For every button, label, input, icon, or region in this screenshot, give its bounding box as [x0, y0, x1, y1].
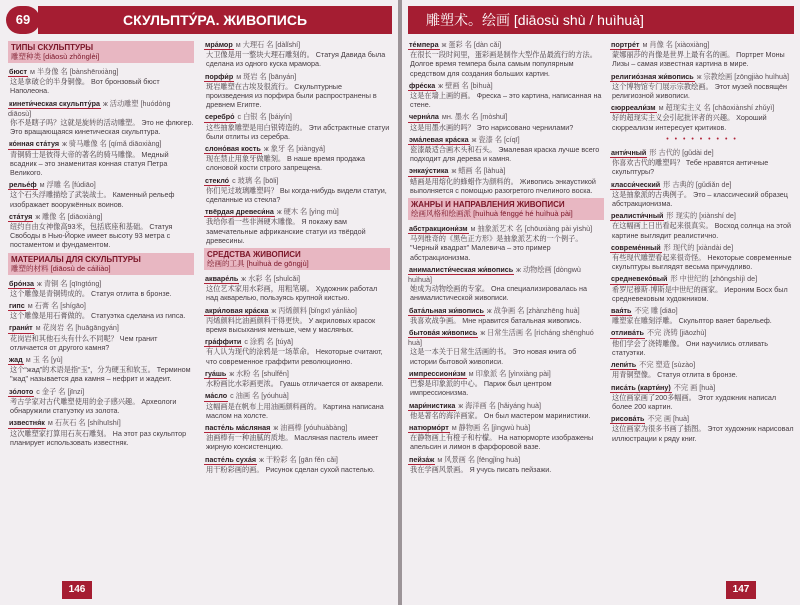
entry-grammar: 形 中世纪的 [zhōngshìjì de]	[670, 274, 758, 284]
entry-example: 雕塑家在雕刻浮雕。 Скульптор ваяет барельеф.	[612, 316, 772, 326]
entry-grammar: м 静物画 名 [jìngwù huà]	[451, 422, 531, 432]
entry-grammar: м 超现实主义 名 [chāoxiànshí zhǔyì]	[658, 103, 775, 113]
entry-example: 这幅画是在帆布上用油画颜料画的。 Картина написана маслом на холсте.	[206, 401, 384, 420]
entry-example: 我给你看一些非洲硬木雕像。 Я покажу вам замечательные африканские статуи из твёрдой древесины.	[206, 217, 366, 245]
dictionary-entry	[204, 455, 390, 474]
section-header	[204, 248, 390, 270]
entry-headword: гуа́шь	[205, 368, 227, 378]
entry-grammar: ж 水彩 名 [shuǐcǎi]	[241, 274, 301, 284]
entry-headword: совреме́нный	[611, 242, 661, 252]
entry-headword: черни́ла	[409, 112, 439, 122]
entry-headword: зо́лото	[9, 386, 34, 396]
entry-example: 这个雕像是用石膏做的。 Статуэтка сделана из гипса.	[10, 311, 186, 321]
entry-headword: гипс	[9, 301, 25, 311]
entry-headword: бюст	[9, 67, 28, 76]
entry-headword: ста́туя	[9, 211, 33, 221]
entry-grammar: 形 现代的 [xiàndài de]	[663, 242, 734, 252]
entry-headword: стекло́	[205, 175, 230, 185]
dictionary-entry	[8, 387, 194, 416]
entry-grammar: с 玻璃 名 [bōli]	[232, 175, 279, 185]
section-title: ТИПЫ СКУЛЬПТУРЫ	[11, 43, 94, 52]
dictionary-entry	[610, 180, 794, 209]
entry-grammar: ж 骑马雕像 名 [qímǎ diāoxiàng]	[62, 139, 162, 149]
left-page	[0, 0, 399, 605]
dictionary-entry	[8, 180, 194, 209]
entry-grammar: 不完 塑造 [sùzào]	[639, 360, 696, 370]
entry-example: 希罗尼穆斯·博斯是中世纪的画家。 Иероним Босх был средневековым художником.	[612, 284, 788, 303]
dictionary-entry	[204, 40, 390, 69]
dictionary-entry	[204, 144, 390, 173]
entry-example: 蜡画是用熔化的蜂蜡作为颜料的。 Живопись энкаустикой выполняется с помощью разогретого пчелиного воска.	[410, 176, 596, 195]
entry-grammar: м 印象派 名 [yìnxiàng pài]	[468, 368, 551, 378]
entry-grammar: м 浮雕 名 [fúdiāo]	[39, 180, 96, 190]
dictionary-entry	[408, 81, 604, 110]
dictionary-entry	[204, 72, 390, 110]
entry-example: 这位画家画了200多幅画。 Этот художник написал более 200 картин.	[612, 392, 777, 411]
entry-example: 这个博物馆专门展示宗教绘画。 Этот музей посвящён религиозной живописи.	[612, 81, 787, 101]
section-header	[408, 198, 604, 220]
entry-grammar: м 风景画 名 [fēngjǐng huà]	[437, 454, 521, 464]
dictionary-entry	[408, 423, 604, 452]
entry-example: 在很长一段时间里，蛋彩画是制作大型作品最流行的方法。 Долгое время темпера была самым популярным средством для создания больших картин.	[410, 50, 597, 78]
entry-example: 油画棒有一种油腻的质地。 Масляная пастель имеет жирную консистенцию.	[206, 433, 379, 452]
dictionary-entry	[204, 306, 390, 335]
dictionary-entry	[610, 243, 794, 272]
entry-grammar: ж 动物绘画 [dòngwù huìhuà]	[408, 264, 581, 285]
entry-headword: ко́нная ста́туя	[9, 139, 60, 149]
entry-headword: импрессиони́зм	[409, 368, 466, 378]
entry-grammar: ж 硬木 名 [yìng mù]	[276, 207, 339, 217]
section-subtitle: 绘画的工具 [huìhuà de gōngjù]	[207, 259, 309, 269]
entry-headword: мра́мор	[205, 40, 233, 49]
entry-headword: релье́ф	[9, 180, 37, 190]
left-page-number: 146	[62, 581, 92, 599]
entry-grammar: 形 古代的 [gǔdài de]	[649, 148, 714, 158]
entry-grammar: ж 海洋画 名 [hǎiyáng huà]	[458, 400, 542, 410]
dictionary-entry	[408, 40, 604, 78]
entry-headword: слоно́вая кость	[205, 144, 261, 154]
entry-grammar: м 抽象派艺术 名 [chōuxiàng pài yìshù]	[470, 224, 593, 234]
entry-headword: анималисти́ческая жи́вопись	[409, 264, 514, 274]
entry-example: 大卫像是用一整块大理石雕刻的。 Статуя Давида была сделана из одного куска мрамора.	[206, 50, 386, 69]
entry-grammar: м 花岗岩 名 [huāgāngyán]	[35, 323, 119, 333]
entry-example: 他们学会了浇铸雕像。 Они научились отливать статуэтки.	[612, 338, 769, 357]
entry-example: 水粉画比水彩画更浓。 Гуашь отличается от акварели.	[206, 379, 384, 389]
entry-grammar: ж 蛋彩 名 [dàn cǎi]	[441, 40, 502, 49]
entry-headword: серебро́	[205, 112, 235, 122]
entry-headword: акри́ловая кра́ска	[205, 305, 269, 315]
right-page	[402, 0, 800, 605]
entry-example: 这是抽象派的古典例子。 Это – классический образец абстракционизма.	[612, 189, 788, 209]
entry-example: 这是拿破仑的半身铜像。 Вот бронзовый бюст Наполеона.	[10, 77, 160, 96]
entry-grammar: с 油画 名 [yóuhuà]	[230, 391, 289, 401]
entry-example: 纽约自由女神像高93米，包括底座和基础。 Статуя Свободы в Нью-Йорке имеет высоту 93 метра с постаментом и фундаментом.	[10, 222, 173, 250]
entry-example: 你不是瞎子吗？这就是旋转的活动雕塑。 Это не флюгер. Это вращающаяся кинетическая скульптура.	[10, 118, 194, 137]
entry-headword: кинети́ческая скульпту́ра	[9, 98, 100, 108]
entry-example: 这是用墨水画的吗？ Это нарисовано чернилами?	[410, 122, 574, 132]
dictionary-entry	[610, 360, 794, 379]
entry-headword: средневеко́вый	[611, 274, 668, 284]
entry-grammar: м 斑岩 名 [bānyán]	[236, 71, 297, 81]
section-title: ЖАНРЫ И НАПРАВЛЕНИЯ ЖИВОПИСИ	[411, 200, 565, 210]
section-header	[8, 41, 194, 63]
entry-example: 我喜欢战争画。 Мне нравится батальная живопись.	[410, 315, 582, 325]
entry-grammar: с 白银 名 [báiyín]	[237, 112, 292, 122]
dictionary-entry	[610, 274, 794, 303]
entry-headword: те́мпера	[409, 40, 439, 49]
entry-example: 这是一本关于日常生活画的书。 Это новая книга об истории бытовой живописи.	[410, 347, 577, 366]
dictionary-entry	[204, 112, 390, 141]
entry-example: 现在禁止用象牙做雕刻。 В наше время продажа слоновой кости строго запрещена.	[206, 154, 365, 173]
section-subtitle: 绘画风格和绘画派 [huìhuà fēnggé hé huìhuà pài]	[411, 209, 573, 219]
entry-example: 这些抽象雕塑是用白银铸造的。 Эти абстрактные статуи были отлиты из серебра.	[206, 122, 390, 141]
entry-grammar: ж 丙烯颜料 [bǐngxī yánliào]	[271, 305, 357, 315]
entry-headword: порфи́р	[205, 71, 234, 81]
entry-headword: твёрдая древеси́на	[205, 207, 274, 217]
dictionary-entry	[204, 391, 390, 420]
entry-example: 你喜欢古代的雕塑吗？ Тебе нравятся античные скульптуры?	[612, 158, 769, 177]
dictionary-entry	[610, 148, 794, 177]
entry-headword: энкау́стика	[409, 166, 449, 176]
entry-example: 好的超现实主义会引起批评者的兴趣。 Хороший сюрреализм интересует критиков.	[612, 113, 767, 132]
dictionary-entry	[8, 323, 194, 352]
entry-grammar: ж 油画棒 [yóuhuàbàng]	[273, 422, 348, 432]
entry-grammar: ж 蜡画 名 [làhuà]	[451, 166, 506, 176]
dictionary-entry	[408, 166, 604, 195]
dictionary-entry	[610, 414, 794, 443]
entry-example: 这位画家为很多书画了插图。 Этот художник нарисовал иллюстрации к ряду книг.	[612, 424, 794, 443]
left-page-title: СКУЛЬПТУ́РА. ЖИВОПИСЬ	[38, 6, 392, 34]
entry-headword: отлива́ть	[611, 328, 644, 338]
dictionary-entry	[204, 176, 390, 205]
entry-example: 马列维奇的《黑色正方形》是抽象派艺术的一个例子。 "Черный квадрат" Малевича – это пример абстракционизма.	[410, 234, 583, 262]
entry-headword: известня́к	[9, 418, 45, 428]
entry-grammar: 不完 画 [huà]	[647, 414, 690, 424]
dictionary-entry	[408, 306, 604, 325]
entry-grammar: ж 壁画 名 [bìhuà]	[438, 80, 493, 90]
entry-grammar: ж 雕像 名 [diāoxiàng]	[35, 211, 103, 221]
entry-grammar: м 石膏 名 [shígāo]	[27, 301, 86, 311]
dictionary-entry	[610, 72, 794, 101]
section-subtitle: 雕塑种类 [diāosù zhǒnglèi]	[11, 52, 100, 61]
entry-example: 考古学家对古代雕塑使用的金子感兴趣。 Археологи обнаружили статуэтку из золота.	[10, 396, 177, 416]
entry-example: 青铜骑士是彼得大帝的著名的骑马雕像。 Медный всадник – это знаменитая конная статуя Петра Великого.	[10, 149, 169, 178]
dictionary-entry	[8, 67, 194, 96]
dictionary-entry	[408, 401, 604, 420]
entry-headword: бата́льная жи́вопись	[409, 305, 484, 315]
entry-headword: грани́т	[9, 323, 33, 333]
entry-headword: портре́т	[611, 40, 640, 49]
dictionary-entry	[8, 99, 194, 137]
dictionary-entry	[204, 337, 390, 366]
right-page-number: 147	[726, 581, 756, 599]
entry-headword: религио́зная жи́вопись	[611, 71, 694, 81]
dictionary-entry	[610, 328, 794, 357]
entry-grammar: м 大理石 名 [dàlǐshí]	[235, 40, 301, 49]
entry-headword: бро́нза	[9, 278, 35, 288]
entry-example: 花岗岩和其他石头有什么不同呢？ Чем гранит отличается от другого камня?	[10, 333, 158, 352]
entry-grammar: м 玉 名 [yù]	[25, 355, 63, 365]
entry-example: 用青铜塑像。 Статуя отлита в бронзе.	[612, 370, 738, 380]
dictionary-entry	[610, 383, 794, 412]
dictionary-entry	[8, 212, 194, 250]
entry-grammar: ж 象牙 名 [xiàngyá]	[263, 144, 325, 154]
entry-headword: жад	[9, 355, 23, 365]
entry-example: 她成为动物绘画的专家。 Она специализировалась на анималистической живописи.	[410, 284, 587, 303]
entry-headword: гра́ффити	[205, 337, 242, 347]
section-title: СРЕДСТВА ЖИВОПИСИ	[207, 250, 301, 260]
entry-example: 我在学画风景画。 Я учусь писать пейзажи.	[410, 464, 552, 474]
entry-example: 他是著名的海洋画家。 Он был мастером маринистики.	[410, 410, 591, 420]
entry-headword: бытова́я жи́вопись	[409, 328, 478, 338]
dictionary-entry	[8, 279, 194, 298]
entry-headword: фре́ска	[409, 80, 436, 90]
entry-example: 蒙娜丽莎的肖像是世界上最有名的画。 Портрет Моны Лизы – самая известная картина в мире.	[612, 50, 785, 69]
entry-grammar: 不完 画 [huà]	[673, 382, 716, 392]
entry-grammar: ж 战争画 名 [zhànzhēng huà]	[486, 305, 580, 315]
dictionary-entry	[8, 418, 194, 447]
entry-grammar: ж 青铜 名 [qīngtóng]	[37, 278, 102, 288]
entry-headword: пасте́ль ма́сляная	[205, 422, 271, 432]
dictionary-entry	[408, 135, 604, 164]
entry-example: 在这幅画上日出看起来很真实。 Восход солнца на этой картине выглядит реалистично.	[612, 221, 792, 240]
entry-grammar: м 肖像 名 [xiàoxiàng]	[642, 40, 710, 49]
entry-headword: реалисти́чный	[611, 211, 664, 221]
entry-example: 这个“жад”的术语是指“玉”，分为硬玉和软玉。 Термином "жад" называется два камня – нефрит и жадеит.	[10, 365, 191, 384]
entry-grammar: 形 现实的 [xiànshí de]	[666, 211, 736, 221]
dictionary-entry	[610, 306, 794, 325]
entry-example: 这次雕塑家打算用石灰石雕刻。 На этот раз скульптор планирует использовать известняк.	[10, 428, 187, 447]
entry-grammar: ж 日常生活画 名 [rìcháng shēnghuó huà]	[408, 328, 594, 348]
dictionary-entry	[408, 224, 604, 262]
dictionary-entry	[408, 265, 604, 303]
entry-grammar: 形 古典的 [gǔdiǎn de]	[663, 179, 732, 189]
dictionary-entry	[8, 301, 194, 320]
entry-headword: вая́ть	[611, 306, 632, 316]
entry-headword: рисова́ть	[611, 414, 645, 424]
dictionary-entry	[610, 40, 794, 69]
dictionary-entry	[204, 274, 390, 303]
entry-grammar: м 石灰石 名 [shíhuīshí]	[47, 418, 121, 428]
entry-grammar: ж 干粉彩 名 [gān fěn cǎi]	[259, 454, 338, 464]
dictionary-entry	[408, 112, 604, 131]
entry-example: 在静物画上有橙子和柠檬。 На натюрморте изображены апельсин и лимон в фарфоровой вазе.	[410, 433, 594, 452]
dictionary-entry	[204, 369, 390, 388]
entry-example: 这位艺术家用水彩画，用粗笔刷。 Художник работал над акварелью, пользуясь крупной кистью.	[206, 284, 378, 303]
entry-example: 巴黎是印象派的中心。 Париж был центром импрессионизма.	[410, 379, 552, 398]
section-header	[8, 253, 194, 275]
entry-headword: акваре́ль	[205, 274, 239, 284]
entry-grammar: ж 水粉 名 [shuǐfěn]	[229, 368, 289, 378]
section-subtitle: 雕塑的材料 [diāosù de cáiliào]	[11, 263, 111, 273]
entry-headword: пасте́ль суха́я	[205, 454, 257, 464]
entry-headword: мари́нистика	[409, 400, 456, 410]
entry-headword: класси́ческий	[611, 179, 661, 189]
dictionary-entry	[408, 328, 604, 366]
right-column-1	[408, 40, 604, 577]
left-column-2	[204, 40, 390, 577]
entry-headword: абстракциони́зм	[409, 224, 468, 234]
entry-grammar: 不完 雕 [diāo]	[634, 306, 678, 316]
entry-example: 这个雕像是青铜铸成的。 Статуя отлита в бронзе.	[10, 288, 172, 298]
left-column-1	[8, 40, 194, 577]
section-title: МАТЕРИАЛЫ ДЛЯ СКУЛЬПТУРЫ	[11, 254, 141, 264]
dictionary-entry	[8, 139, 194, 177]
dictionary-entry	[610, 103, 794, 132]
entry-example: 斑岩雕塑在古埃及很流行。 Скульптурные произведения из порфира были распространены в древнем Египте.	[206, 81, 377, 110]
entry-example: 有人认为现代的涂鸦是一场革命。 Некоторые считают, что современное граффити революционно.	[206, 347, 383, 366]
dictionary-entry	[204, 207, 390, 245]
dictionary-entry	[204, 423, 390, 452]
entry-example: 这是在墙上画的画。 Фреска – это картина, написанная на стене.	[410, 91, 602, 110]
entry-headword: натюрмо́рт	[409, 422, 449, 432]
chapter-number-badge: 69	[6, 6, 40, 34]
right-column-2	[610, 40, 794, 577]
entry-example: 用干粉彩画的画。 Рисунок сделан сухой пастелью.	[206, 464, 375, 474]
dictionary-entry	[8, 355, 194, 384]
dictionary-entry	[408, 455, 604, 474]
entry-example: 这个石头浮雕描绘了武装战士。 Каменный рельеф изображает вооружённых воинов.	[10, 190, 175, 209]
entry-headword: сюрреали́зм	[611, 103, 656, 113]
entry-headword: пейза́ж	[409, 454, 435, 464]
entry-grammar: с 金子 名 [jīnzi]	[36, 386, 85, 396]
right-page-title: 雕塑术。绘画 [diāosù shù / huìhuà]	[408, 6, 794, 34]
separator-stars: • • • • • • • • •	[666, 135, 738, 143]
entry-example: 你们见过玻璃雕塑吗？ Вы когда-нибудь видели статуи, сделанные из стекла?	[206, 185, 387, 205]
entry-headword: ма́сло	[205, 391, 228, 401]
entry-example: 有些现代雕塑看起来很奇怪。 Некоторые современные скульптуры выглядят весьма причудливо.	[612, 253, 792, 272]
entry-grammar: 不完 浇铸 [jiāozhù]	[646, 328, 707, 338]
entry-grammar: м 半身像 名 [bànshēnxiàng]	[30, 67, 119, 76]
entry-grammar: мн. 墨水 名 [mòshuǐ]	[441, 112, 508, 122]
dictionary-entry	[610, 211, 794, 240]
entry-headword: писа́ть (карти́ну)	[611, 382, 671, 392]
entry-grammar: ж 瓷漆 名 [cíqī]	[471, 134, 520, 144]
entry-headword: анти́чный	[611, 148, 647, 158]
dictionary-entry	[408, 369, 604, 398]
entry-grammar: ж 宗教绘画 [zōngjiào huìhuà]	[696, 71, 789, 81]
entry-headword: лепи́ть	[611, 360, 637, 370]
entry-grammar: с 涂鸦 名 [túyā]	[244, 337, 294, 347]
entry-example: 丙烯颜料比油画颜料干得更快。 У акриловых красок время высыхания меньше, чем у масляных.	[206, 315, 376, 335]
entry-headword: эма́левая кра́ска	[409, 134, 469, 144]
entry-example: 瓷漆最适合画木头和石头。 Эмалевая краска лучше всего подходит для дерева и камня.	[410, 145, 600, 164]
entry-grammar: ж 活动雕塑 [huódòng diāosù]	[8, 98, 171, 118]
